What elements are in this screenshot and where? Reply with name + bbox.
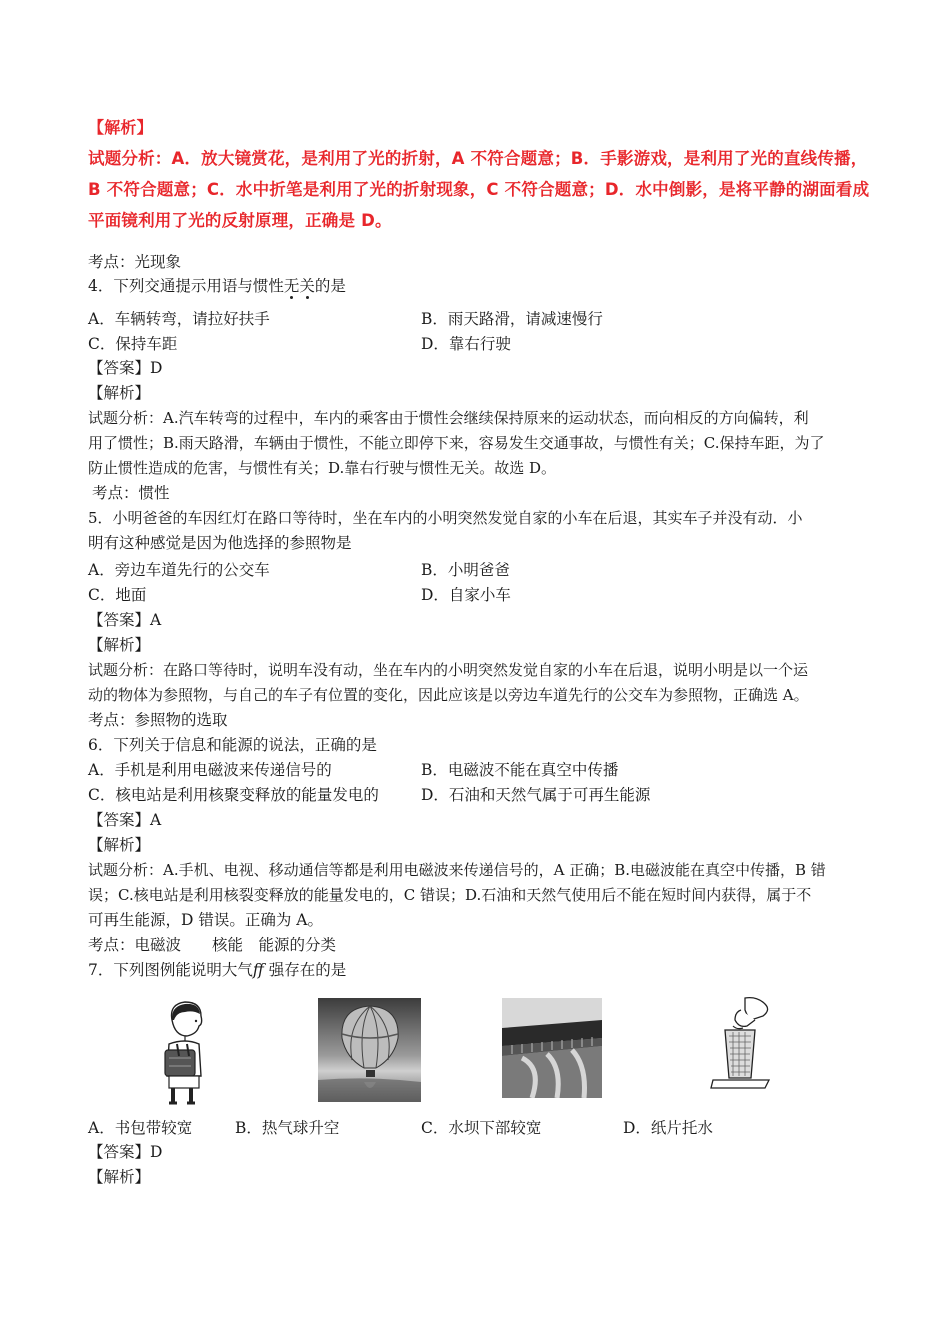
q6-option-a: A．手机是利用电磁波来传递信号的	[88, 761, 332, 779]
q3-kaodian: 考点：光现象	[88, 253, 182, 271]
q4-analysis-heading: 【解析】	[88, 384, 151, 402]
q4-option-c: C．保持车距	[88, 335, 178, 353]
q5-option-d: D．自家小车	[421, 586, 511, 604]
q4-analysis-line-3: 防止惯性造成的危害，与惯性有关；D.靠右行驶与惯性无关。故选 D。	[88, 459, 557, 477]
q4-stem: 4．下列交通提示用语与惯性无关的是	[88, 277, 346, 295]
q5-option-c: C．地面	[88, 586, 147, 604]
q6-stem: 6．下列关于信息和能源的说法，正确的是	[88, 736, 377, 754]
q6-kaodian: 考点：电磁波 核能 能源的分类	[88, 936, 337, 954]
q3-analysis-line-1: 试题分析：A．放大镜赏花，是利用了光的折射，A 不符合题意；B．手影游戏，是利用了光的直线传播，	[88, 149, 868, 168]
q7-stem: 7．下列图例能说明大气ff 强存在的是	[88, 961, 347, 979]
q5-analysis-heading: 【解析】	[88, 636, 151, 654]
q5-kaodian: 考点：参照物的选取	[88, 711, 228, 729]
q6-option-d: D．石油和天然气属于可再生能源	[421, 786, 651, 804]
q7-option-b: B．热气球升空	[235, 1119, 340, 1137]
q6-analysis-line-1: 试题分析：A.手机、电视、移动通信等都是利用电磁波来传递信号的，A 正确；B.电磁波能在真空中传播，B 错	[88, 861, 826, 879]
q7-answer: 【答案】D	[88, 1143, 163, 1161]
q6-option-b: B．电磁波不能在真空中传播	[421, 761, 619, 779]
q5-analysis-line-1: 试题分析：在路口等待时，说明车没有动，坐在车内的小明突然发觉自家的小车在后退，说明小明是以一个运	[88, 661, 809, 679]
paper-holds-water-illustration	[705, 996, 779, 1094]
q7-option-c: C．水坝下部较宽	[421, 1119, 542, 1137]
dam-photo	[502, 998, 602, 1098]
q5-analysis-line-2: 动的物体为参照物，与自己的车子有位置的变化，因此应该是以旁边车道先行的公交车为参照物，正确选 A。	[88, 686, 809, 704]
q7-analysis-heading: 【解析】	[88, 1168, 151, 1186]
q7-option-a: A．书包带较宽	[88, 1119, 193, 1137]
q7-option-d: D．纸片托水	[623, 1119, 713, 1137]
q4-answer: 【答案】D	[88, 359, 163, 377]
q4-analysis-line-2: 用了惯性；B.雨天路滑，车辆由于惯性，不能立即停下来，容易发生交通事故，与惯性有关；C.保持车距，为了	[88, 434, 825, 452]
q4-kaodian: 考点：惯性	[92, 484, 170, 502]
q3-analysis-heading: 【解析】	[88, 118, 153, 137]
q6-analysis-line-2: 误；C.核电站是利用核裂变释放的能量发电的，C 错误；D.石油和天然气使用后不能在短时间内获得，属于不	[88, 886, 812, 904]
q5-stem-line-2: 明有这种感觉是因为他选择的参照物是	[88, 534, 352, 552]
q4-option-a: A．车辆转弯，请拉好扶手	[88, 310, 270, 328]
q3-analysis-line-3: 平面镜利用了光的反射原理，正确是 D。	[88, 211, 392, 230]
q6-answer: 【答案】A	[88, 811, 162, 829]
q5-option-a: A．旁边车道先行的公交车	[88, 561, 270, 579]
q4-analysis-line-1: 试题分析：A.汽车转弯的过程中，车内的乘客由于惯性会继续保持原来的运动状态，而向相反的方向偏转，利	[88, 409, 809, 427]
q6-option-c: C．核电站是利用核聚变释放的能量发电的	[88, 786, 379, 804]
q4-option-d: D．靠右行驶	[421, 335, 511, 353]
q5-option-b: B．小明爸爸	[421, 561, 510, 579]
q3-analysis-line-2: B 不符合题意；C．水中折笔是利用了光的折射现象，C 不符合题意；D．水中倒影，是将平静的湖面看成	[88, 180, 870, 199]
q6-analysis-line-3: 可再生能源，D 错误。正确为 A。	[88, 911, 323, 929]
backpack-boy-illustration	[155, 998, 217, 1106]
q5-answer: 【答案】A	[88, 611, 162, 629]
q4-option-b: B．雨天路滑，请减速慢行	[421, 310, 603, 328]
hot-air-balloon-photo	[318, 998, 421, 1102]
q5-stem-line-1: 5．小明爸爸的车因红灯在路口等待时，坐在车内的小明突然发觉自家的小车在后退，其实车子并没有动．小	[88, 509, 803, 527]
q6-analysis-heading: 【解析】	[88, 836, 151, 854]
